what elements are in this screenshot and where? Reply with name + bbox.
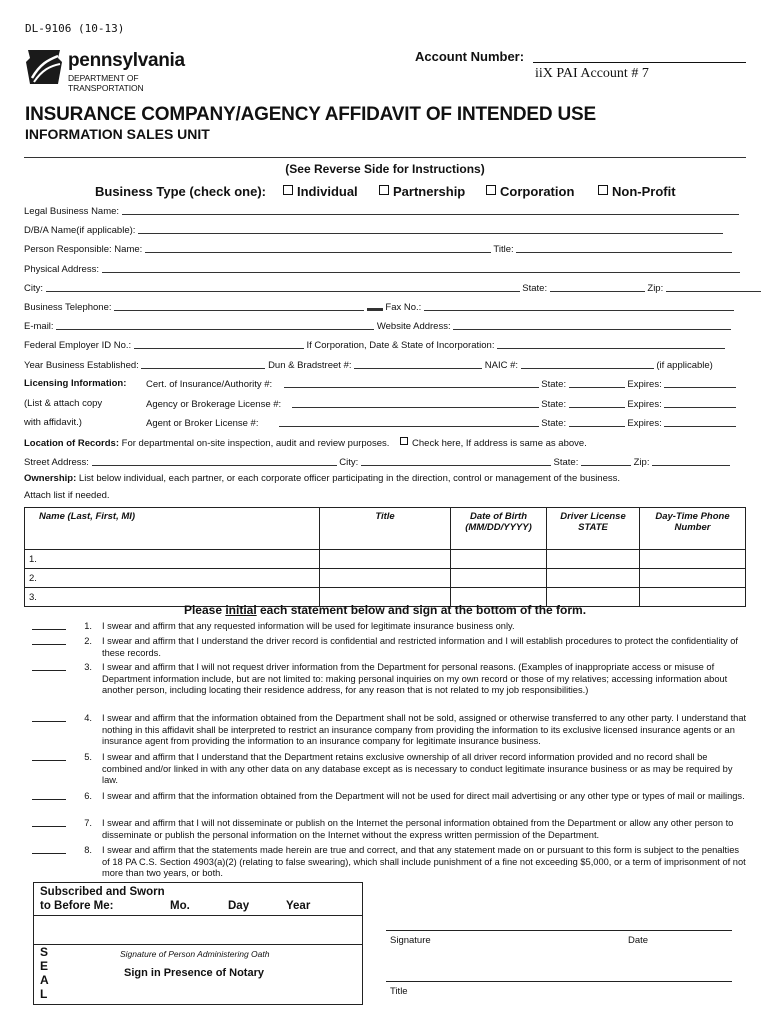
column-name: Name (Last, First, MI) [25, 508, 320, 550]
telephone-field[interactable] [114, 301, 364, 311]
ownership-attach-note: Attach list if needed. [24, 490, 110, 501]
license-number-field[interactable] [284, 378, 539, 388]
statement-item: 3. I swear and affirm that I will not request driver information from the Department for personal reasons. (Examples of inappropriate access or misuse of Department information include, but are not limited to: making personal inquiries on my own record or those of my relatives; accessing information about another person, including locating their residence address, for any reason that is not related to my job responsibilities.) [32, 662, 747, 710]
cell-dob[interactable] [451, 569, 547, 588]
licensing-attach-note: (List & attach copy [24, 398, 103, 409]
form-subtitle: INFORMATION SALES UNIT [25, 126, 210, 142]
statement-item: 5. I swear and affirm that I understand that the Department retains exclusive ownership of all driver record information provided and no record shall be combined and/or linked in with any other data on any database except as is necessary to conduct legitimate insurance business or as may be required by law. [32, 752, 747, 790]
state-label: State: [522, 283, 548, 294]
statement-item: 2. I swear and affirm that I understand the driver record is confidential and restricted information and I will establish procedures to protect the confidentiality of these records. [32, 636, 747, 662]
license-state-label: State: [541, 418, 567, 429]
records-address-row [24, 456, 730, 468]
statement-text: I swear and affirm that I will not disseminate or publish on the Internet the personal information obtained from the Department or allow any other person to disseminate or publish the personal information on the Internet without the express written permission of the Department. [102, 818, 734, 840]
records-zip-label: Zip: [633, 457, 650, 468]
notary-presence-note: Sign in Presence of Notary [124, 967, 264, 979]
license-expires-field[interactable] [664, 417, 736, 427]
website-field[interactable] [453, 320, 731, 330]
notary-month-label[interactable]: Mo. [170, 900, 190, 912]
form-id: DL-9106 (10-13) [25, 22, 125, 35]
city-row [24, 282, 761, 294]
state-field[interactable] [550, 282, 645, 292]
statement-text: I swear and affirm that I will not request driver information from the Department for personal reasons. (Examples of inappropriate access or misuse of Department information include, but are not limited to: making personal inquiries on my own record or those of my relatives; accessing information about another person, including locating their residence address, for any reason that is not related to my job responsibilities.) [102, 662, 728, 695]
account-number-value[interactable]: iiX PAI Account # 7 [535, 66, 649, 81]
fax-label: Fax No.: [385, 302, 422, 313]
business-type-nonprofit[interactable]: Non-Profit [598, 184, 676, 199]
row-number[interactable]: 1. [25, 550, 320, 569]
ownership-row [24, 473, 620, 484]
person-responsible-row [24, 243, 732, 255]
statement-text: I swear and affirm that the information obtained from the Department shall not be sold, assigned or otherwise transferred to any other party. I understand that nothing in this affidavit shall be interpreted to restrict an insurance company from providing the information to its exclusive licensed insurance agents or an insurance agent from providing the information to an insurance company for legitimate insurance business. [102, 713, 747, 746]
license-state-field[interactable] [569, 378, 625, 388]
license-expires-field[interactable] [664, 398, 736, 408]
table-row[interactable] [25, 550, 746, 569]
statement-text: I swear and affirm that the information obtained from the Department will not be used for direct mail advertising or any other type or types of mail or mailings. [102, 791, 745, 801]
year-established-row [24, 359, 713, 371]
statement-item: 1. I swear and affirm that any requested information will be used for legitimate insurance business only. [32, 621, 747, 635]
zip-field[interactable] [666, 282, 761, 292]
license-row-label: Agent or Broker License #: [146, 418, 259, 429]
telephone-label: Business Telephone: [24, 302, 112, 313]
row-number[interactable]: 2. [25, 569, 320, 588]
initial-field[interactable] [32, 853, 66, 854]
zip-label: Zip: [647, 283, 664, 294]
physical-address-label: Physical Address: [24, 264, 99, 275]
incorporation-label: If Corporation, Date & State of Incorporation: [306, 340, 495, 351]
fax-field[interactable] [424, 301, 734, 311]
cell-dob[interactable] [451, 550, 547, 569]
records-text: For departmental on-site inspection, audit and review purposes. [121, 438, 390, 449]
column-license-state: Driver License STATE [547, 508, 640, 550]
license-expires-label: Expires: [627, 379, 662, 390]
row-number[interactable]: 3. [25, 588, 320, 607]
cell-license-state[interactable] [547, 550, 640, 569]
ownership-table-header [25, 508, 746, 550]
license-state-label: State: [541, 399, 567, 410]
year-established-label: Year Business Established: [24, 360, 139, 371]
signature-label: Signature [390, 935, 431, 946]
records-street-field[interactable] [92, 456, 337, 466]
title-line[interactable] [386, 981, 732, 982]
notary-date-field[interactable] [34, 916, 362, 945]
notary-box [33, 882, 363, 1005]
physical-address-field[interactable] [102, 263, 740, 273]
dba-row [24, 224, 723, 236]
license-number-field[interactable] [279, 417, 539, 427]
license-state-field[interactable] [569, 398, 625, 408]
ownership-table [24, 507, 746, 607]
licensing-label: Licensing Information: [24, 378, 127, 389]
notary-header [34, 883, 362, 916]
naic-label: NAIC #: [484, 360, 519, 371]
account-number-line[interactable] [533, 62, 746, 63]
checkbox-icon[interactable] [400, 437, 408, 445]
header-divider [24, 157, 746, 158]
checkbox-icon[interactable] [598, 185, 608, 195]
signature-line[interactable] [386, 930, 732, 931]
statement-item: 8. I swear and affirm that the statements made herein are true and correct, and that any statement made on or pursuant to this form is subject to the penalties of 18 PA C.S. Section 4903(a)(2) (relating to false swearing), which shall include punishment of a fine not exceeding $5,000, or a term of imprisonment of not more than two years, or both. [32, 845, 747, 881]
initial-field[interactable] [32, 799, 66, 800]
logo-department: DEPARTMENT OF TRANSPORTATION [68, 73, 144, 93]
form-title: INSURANCE COMPANY/AGENCY AFFIDAVIT OF INTENDED USE [25, 104, 596, 125]
notary-year-label[interactable]: Year [286, 900, 311, 912]
license-state-field[interactable] [569, 417, 625, 427]
column-dob: Date of Birth (MM/DD/YYYY) [451, 508, 547, 550]
license-row [146, 378, 736, 390]
statement-text: I swear and affirm that I understand the driver record is confidential and restricted information and I will establish procedures to protect the confidentiality of these records. [102, 636, 738, 658]
license-number-field[interactable] [292, 398, 539, 408]
cell-title[interactable] [320, 569, 451, 588]
legal-name-label: Legal Business Name: [24, 206, 120, 217]
initial-field[interactable] [32, 760, 66, 761]
cell-license-state[interactable] [547, 569, 640, 588]
email-row [24, 320, 731, 332]
license-row [146, 417, 736, 429]
column-phone: Day-Time Phone Number [640, 508, 746, 550]
fein-label: Federal Employer ID No.: [24, 340, 132, 351]
cell-phone[interactable] [640, 569, 746, 588]
logo-wordmark: pennsylvania [68, 50, 185, 71]
statement-item: 6. I swear and affirm that the information obtained from the Department will not be used for direct mail advertising or any other type or types of mail or mailings. [32, 791, 747, 817]
license-expires-label: Expires: [627, 418, 662, 429]
cell-title[interactable] [320, 550, 451, 569]
table-row[interactable] [25, 569, 746, 588]
initial-field[interactable] [32, 670, 66, 671]
ownership-text: List below individual, each partner, or each corporate officer participating in the direction, control or management of the business. [78, 473, 621, 484]
statement-text: I swear and affirm that any requested information will be used for legitimate insurance business only. [102, 621, 515, 631]
person-title-label: Title: [493, 244, 514, 255]
business-type-partnership[interactable]: Partnership [379, 184, 465, 199]
fein-row [24, 339, 725, 351]
records-label: Location of Records: [24, 438, 120, 449]
dba-field[interactable] [138, 224, 723, 234]
license-row [146, 398, 736, 410]
checkbox-icon[interactable] [379, 185, 389, 195]
business-type-individual[interactable]: Individual [283, 184, 358, 199]
statement-text: I swear and affirm that the statements made herein are true and correct, and that any statement made on or pursuant to this form is subject to the penalties of 18 PA C.S. Section 4903(a)(2) (relating to false swearing), which shall include punishment of a fine not exceeding $5,000, or a term of imprisonment of not more than two years, or both. [102, 845, 746, 878]
telephone-row [24, 301, 734, 313]
dun-field[interactable] [354, 359, 482, 369]
seal-letters: S E A L [40, 945, 49, 1001]
email-label: E-mail: [24, 321, 54, 332]
legal-name-field[interactable] [122, 205, 739, 215]
initial-field[interactable] [32, 629, 66, 630]
date-label: Date [628, 935, 649, 946]
naic-field[interactable] [521, 359, 654, 369]
records-zip-field[interactable] [652, 456, 730, 466]
statement-item: 4. I swear and affirm that the information obtained from the Department shall not be sold, assigned or otherwise transferred to any other party. I understand that nothing in this affidavit shall be interpreted to restrict an insurance company from providing the information to its exclusive licensed insurance agents or an insurance agent from providing the information to an insurance company for legitimate insurance business. [32, 713, 747, 751]
license-row-label: Cert. of Insurance/Authority #: [146, 379, 273, 390]
initial-field[interactable] [32, 826, 66, 827]
notary-day-label[interactable]: Day [228, 900, 250, 912]
licensing-affidavit-note: with affidavit.) [24, 417, 82, 428]
notary-sig-caption: Signature of Person Administering Oath [120, 949, 270, 959]
title-label: Title [390, 986, 408, 997]
records-city-label: City: [339, 457, 359, 468]
person-name-field[interactable] [145, 243, 491, 253]
legal-name-row [24, 205, 739, 217]
checkbox-icon[interactable] [283, 185, 293, 195]
license-expires-field[interactable] [664, 378, 736, 388]
business-type-corporation[interactable]: Corporation [486, 184, 574, 199]
records-state-label: State: [553, 457, 579, 468]
records-same-checkbox[interactable]: Check here, If address is same as above. [400, 438, 587, 449]
ownership-label: Ownership: [24, 473, 77, 484]
checkbox-icon[interactable] [486, 185, 496, 195]
records-street-label: Street Address: [24, 457, 89, 468]
statement-text: I swear and affirm that I understand that the Department retains exclusive ownership of all driver record information provided and no record shall be combined and/or linked in with any other data on any database except as is necessary to conduct legitimate insurance business or as may be required by law. [102, 752, 733, 785]
incorporation-field[interactable] [497, 339, 725, 349]
year-established-field[interactable] [141, 359, 265, 369]
dun-label: Dun & Bradstreet #: [268, 360, 352, 371]
account-number-label: Account Number: [415, 49, 525, 64]
website-label: Website Address: [376, 321, 451, 332]
records-row [24, 437, 587, 449]
business-type-label: Business Type (check one): [95, 184, 266, 199]
initial-field[interactable] [32, 644, 66, 645]
keystone-logo-icon [24, 48, 64, 86]
city-label: City: [24, 283, 43, 294]
license-state-label: State: [541, 379, 567, 390]
person-responsible-label: Person Responsible: Name: [24, 244, 143, 255]
statements-heading: Please initial each statement below and sign at the bottom of the form. [183, 603, 587, 617]
physical-address-row [24, 263, 740, 275]
city-field[interactable] [46, 282, 520, 292]
notary-sworn: Subscribed and Sworn [40, 886, 165, 898]
naic-note: (if applicable) [656, 360, 713, 371]
statement-item: 7. I swear and affirm that I will not disseminate or publish on the Internet the personal information obtained from the Department or allow any other person to disseminate or publish the personal information on the Internet without the express written permission of the Department. [32, 818, 747, 844]
column-title: Title [320, 508, 451, 550]
fein-field[interactable] [134, 339, 304, 349]
initial-field[interactable] [32, 721, 66, 722]
records-state-field[interactable] [581, 456, 631, 466]
license-row-label: Agency or Brokerage License #: [146, 399, 282, 410]
penndot-logo [24, 48, 216, 93]
fax-marker-icon [367, 302, 383, 311]
instructions-note: (See Reverse Side for Instructions) [285, 162, 485, 176]
notary-to-before: to Before Me: [40, 900, 114, 912]
records-city-field[interactable] [361, 456, 551, 466]
cell-phone[interactable] [640, 550, 746, 569]
person-title-field[interactable] [516, 243, 732, 253]
license-expires-label: Expires: [627, 399, 662, 410]
dba-label: D/B/A Name(if applicable): [24, 225, 136, 236]
email-field[interactable] [56, 320, 374, 330]
